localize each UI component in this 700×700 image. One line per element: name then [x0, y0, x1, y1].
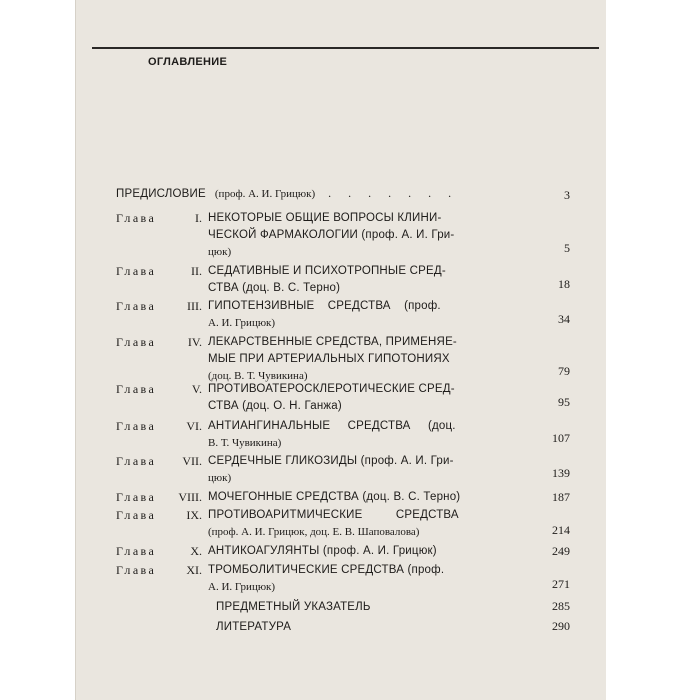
chapter-label: Глава: [116, 264, 157, 278]
chapter-number: X.: [190, 544, 202, 558]
chapter-number: XI.: [186, 563, 202, 577]
page-title: оглавление: [148, 52, 228, 69]
chapter-number: IX.: [186, 508, 202, 522]
chapter-1-page-number: 5: [564, 241, 570, 255]
chapter-title: ЛЕКАРСТВЕННЫЕ СРЕДСТВА, ПРИМЕНЯЕ- МЫЕ ПРИ АРТЕРИАЛЬНЫХ ГИПОТОНИЯХ (доц. В. Т. Чувикина): [208, 336, 457, 382]
chapter-10-page-number: 249: [552, 544, 570, 558]
chapter-title: АНТИКОАГУЛЯНТЫ (проф. А. И. Грицюк): [208, 545, 437, 557]
chapter-label: Глава: [116, 419, 157, 433]
literature-page-number: 290: [552, 619, 570, 633]
chapter-label: Глава: [116, 508, 157, 522]
literature-title: ЛИТЕРАТУРА: [216, 621, 292, 633]
chapter-4-page-number: 79: [558, 364, 570, 378]
toc-entry-literature: [216, 618, 291, 636]
chapter-6-page-number: 107: [552, 431, 570, 445]
chapter-label: Глава: [116, 544, 157, 558]
chapter-number: II.: [191, 264, 202, 278]
toc-entry-preface: [116, 185, 458, 203]
preface-page-number: 3: [564, 188, 570, 202]
chapter-3-page-number: 34: [558, 312, 570, 326]
chapter-label: Глава: [116, 454, 157, 468]
preface-author: (проф. А. И. Грицюк): [214, 188, 316, 200]
chapter-title: ПРОТИВОАТЕРОСКЛЕРОТИЧЕСКИЕ СРЕД- СТВА (доц. О. Н. Ганжа): [208, 383, 455, 412]
chapter-number: III.: [187, 299, 202, 313]
preface-title: ПРЕДИСЛОВИЕ: [116, 188, 206, 200]
chapter-label: Глава: [116, 299, 157, 313]
chapter-label: Глава: [116, 490, 157, 504]
chapter-label: Глава: [116, 211, 157, 225]
chapter-number: VII.: [182, 454, 202, 468]
chapter-number: V.: [191, 382, 202, 396]
chapter-9-page-number: 214: [552, 523, 570, 537]
chapter-2-page-number: 18: [558, 277, 570, 291]
chapter-label: Глава: [116, 563, 157, 577]
chapter-number: VIII.: [178, 490, 202, 504]
chapter-title: ГИПОТЕНЗИВНЫЕ СРЕДСТВА (проф. А. И. Грицюк): [208, 300, 441, 329]
chapter-label: Глава: [116, 382, 157, 396]
chapter-title: ПРОТИВОАРИТМИЧЕСКИЕ СРЕДСТВА (проф. А. И. Грицюк, доц. Е. В. Шаповалова): [208, 509, 459, 538]
chapter-title: АНТИАНГИНАЛЬНЫЕ СРЕДСТВА (доц. В. Т. Чувикина): [208, 420, 456, 449]
chapter-number: IV.: [187, 335, 202, 349]
chapter-7-page-number: 139: [552, 466, 570, 480]
chapter-5-page-number: 95: [558, 395, 570, 409]
chapter-title: ТРОМБОЛИТИЧЕСКИЕ СРЕДСТВА (проф. А. И. Грицюк): [208, 564, 445, 593]
index-page-number: 285: [552, 599, 570, 613]
index-title: ПРЕДМЕТНЫЙ УКАЗАТЕЛЬ: [216, 601, 371, 613]
chapter-number: VI.: [186, 419, 202, 433]
chapter-title: СЕДАТИВНЫЕ И ПСИХОТРОПНЫЕ СРЕД- СТВА (доц. В. С. Терно): [208, 265, 446, 294]
leader-dots: . . . . . . .: [328, 186, 459, 200]
chapter-title: СЕРДЕЧНЫЕ ГЛИКОЗИДЫ (проф. А. И. Гри- цюк): [208, 455, 454, 484]
chapter-8-page-number: 187: [552, 490, 570, 504]
chapter-title: НЕКОТОРЫЕ ОБЩИЕ ВОПРОСЫ КЛИНИ- ЧЕСКОЙ ФАРМАКОЛОГИИ (проф. А. И. Гри- цюк): [208, 212, 455, 258]
toc-entry-index: [216, 598, 371, 616]
chapter-label: Глава: [116, 335, 157, 349]
chapter-title: МОЧЕГОННЫЕ СРЕДСТВА (доц. В. С. Терно): [208, 491, 461, 503]
chapter-11-page-number: 271: [552, 577, 570, 591]
chapter-number: I.: [195, 211, 202, 225]
